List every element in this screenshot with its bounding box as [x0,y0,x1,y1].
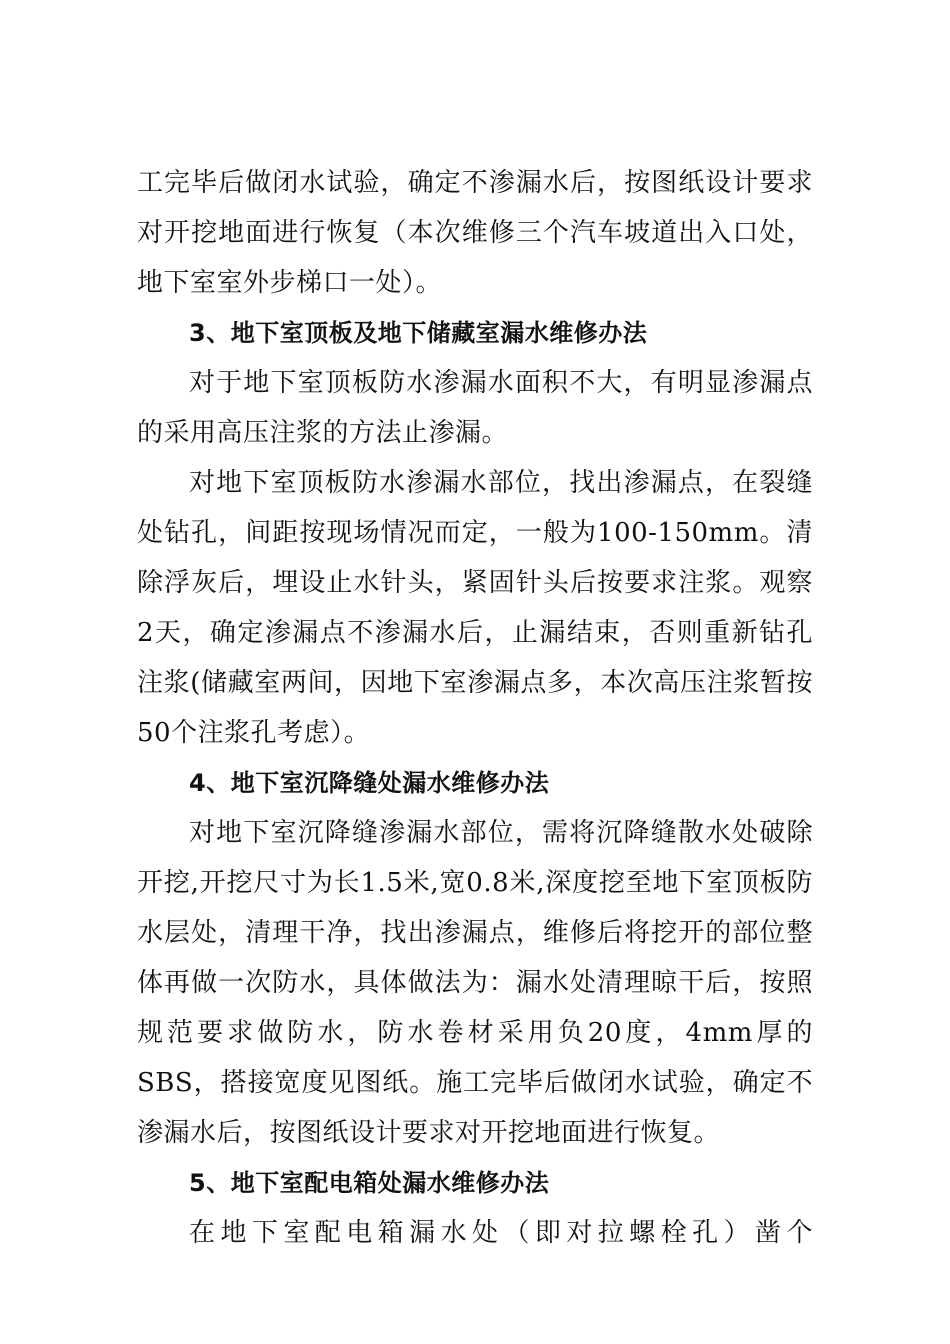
paragraph-settlement-joint-method: 对地下室沉降缝渗漏水部位，需将沉降缝散水处破除开挖,开挖尺寸为长1.5米,宽0.8米,深度挖至地下室顶板防水层处，清理干净，找出渗漏点，维修后将挖开的部位整体再做一次防水，具体做法为：漏水处清理晾干后，按照规范要求做防水，防水卷材采用负20度，4mm厚的SBS，搭接宽度见图纸。施工完毕后做闭水试验，确定不渗漏水后，按图纸设计要求对开挖地面进行恢复。 [137,818,813,1148]
section-heading-4: 4、地下室沉降缝处漏水维修办法 [189,769,550,797]
section-heading-5: 5、地下室配电箱处漏水维修办法 [189,1169,550,1197]
paragraph-distribution-box-method: 在地下室配电箱漏水处（即对拉螺栓孔）凿个 [189,1218,813,1248]
paragraph-roof-grouting-method: 对地下室顶板防水渗漏水部位，找出渗漏点，在裂缝处钻孔，间距按现场情况而定，一般为100-150mm。清除浮灰后，埋设止水针头，紧固针头后按要求注浆。观察2天，确定渗漏点不渗漏水后，止漏结束，否则重新钻孔注浆(储藏室两间，因地下室渗漏点多，本次高压注浆暂按50个注浆孔考虑）。 [137,468,813,748]
document-body [137,158,813,1258]
paragraph-roof-grouting-intro: 对于地下室顶板防水渗漏水面积不大，有明显渗漏点的采用高压注浆的方法止渗漏。 [137,368,813,448]
paragraph-continuation: 工完毕后做闭水试验，确定不渗漏水后，按图纸设计要求对开挖地面进行恢复（本次维修三个汽车坡道出入口处，地下室室外步梯口一处）。 [137,168,813,298]
section-heading-3: 3、地下室顶板及地下储藏室漏水维修办法 [189,319,648,347]
